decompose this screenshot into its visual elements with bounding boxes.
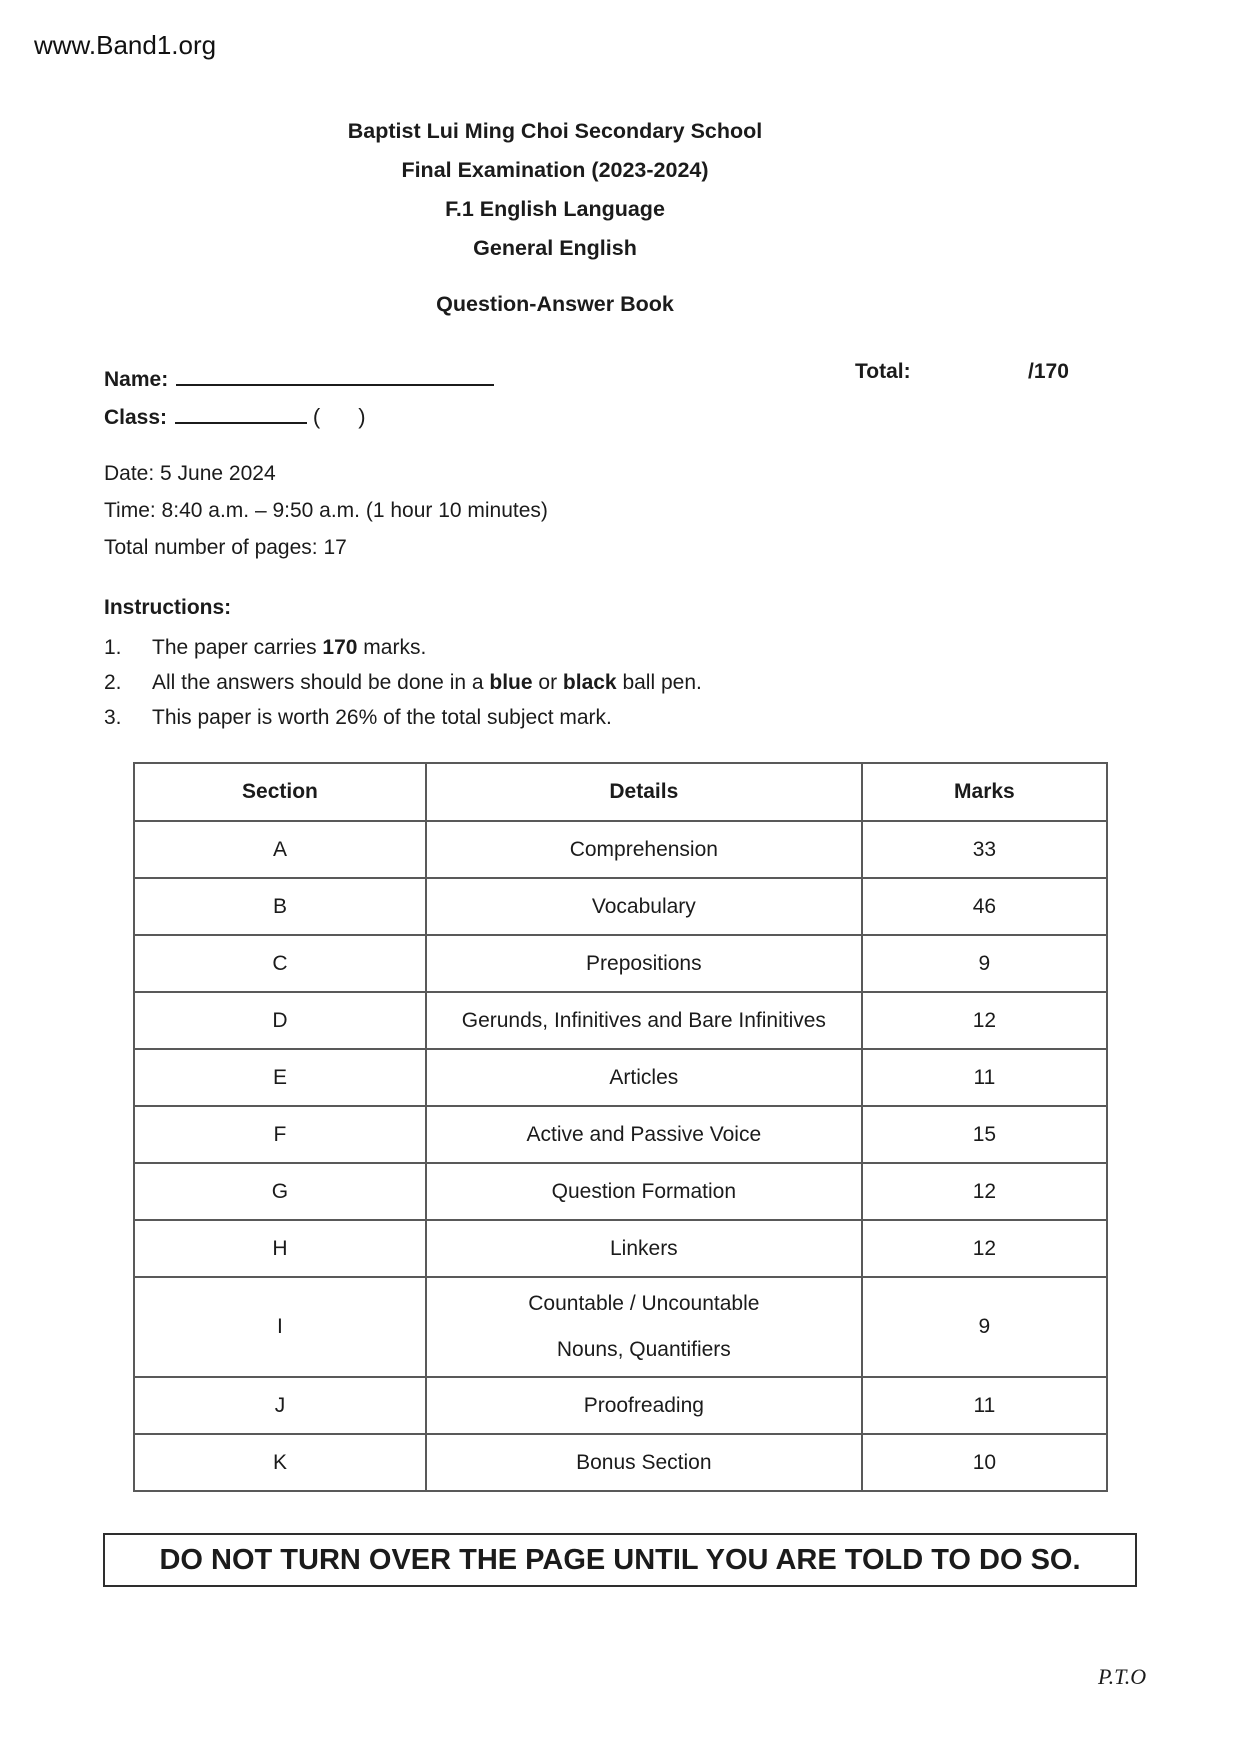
marks-cell: 9 xyxy=(862,935,1107,992)
section-cell: C xyxy=(134,935,426,992)
detail-line: Comprehension xyxy=(569,837,718,861)
section-cell: I xyxy=(134,1277,426,1377)
detail-line: Bonus Section xyxy=(576,1450,712,1474)
exam-pages: Total number of pages: 17 xyxy=(104,536,347,559)
details-cell xyxy=(426,878,862,935)
warning-text: DO NOT TURN OVER THE PAGE UNTIL YOU ARE TOLD TO DO SO. xyxy=(159,1543,1081,1576)
column-header: Section xyxy=(134,763,426,821)
section-cell: E xyxy=(134,1049,426,1106)
details-cell xyxy=(426,821,862,878)
instructions-list xyxy=(104,630,702,735)
pto-note: P.T.O xyxy=(1098,1664,1147,1689)
class-bracket-open: ( xyxy=(312,404,321,429)
table-row xyxy=(134,1106,1107,1163)
table-row xyxy=(134,1377,1107,1434)
marks-cell: 46 xyxy=(862,878,1107,935)
instruction-text: All the answers should be done in a blue or black ball pen. xyxy=(152,671,702,694)
instruction-text: The paper carries 170 marks. xyxy=(152,636,427,659)
detail-line: Vocabulary xyxy=(591,894,696,918)
details-cell xyxy=(426,992,862,1049)
section-cell: B xyxy=(134,878,426,935)
exam-title: Final Examination (2023-2024) xyxy=(401,158,709,182)
detail-line: Proofreading xyxy=(583,1393,704,1417)
total-label: Total: xyxy=(855,360,911,383)
detail-line: Articles xyxy=(609,1065,679,1089)
marks-cell: 12 xyxy=(862,992,1107,1049)
column-header: Details xyxy=(426,763,862,821)
marks-table-body xyxy=(134,821,1107,1491)
class-label: Class: xyxy=(104,406,168,429)
marks-cell: 9 xyxy=(862,1277,1107,1377)
exam-time: Time: 8:40 a.m. – 9:50 a.m. (1 hour 10 minutes) xyxy=(104,499,548,522)
detail-line: Nouns, Quantifiers xyxy=(556,1338,731,1361)
school-name: Baptist Lui Ming Choi Secondary School xyxy=(347,119,763,143)
class-field xyxy=(104,398,366,430)
table-row xyxy=(134,1277,1107,1377)
marks-cell: 11 xyxy=(862,1049,1107,1106)
instruction-item-2 xyxy=(104,665,702,700)
exam-date: Date: 5 June 2024 xyxy=(104,462,276,485)
details-cell xyxy=(426,1277,862,1377)
table-row xyxy=(134,821,1107,878)
name-field xyxy=(104,360,494,392)
detail-line: Countable / Uncountable xyxy=(528,1292,760,1315)
details-cell xyxy=(426,1434,862,1491)
table-row xyxy=(134,935,1107,992)
marks-cell: 11 xyxy=(862,1377,1107,1434)
marks-table xyxy=(133,762,1108,1492)
section-cell: D xyxy=(134,992,426,1049)
instruction-number: 2. xyxy=(104,671,122,694)
details-cell xyxy=(426,1049,862,1106)
section-cell: J xyxy=(134,1377,426,1434)
section-cell: H xyxy=(134,1220,426,1277)
section-cell: F xyxy=(134,1106,426,1163)
class-bracket-close: ) xyxy=(358,404,366,429)
table-row xyxy=(134,1163,1107,1220)
subject-title: F.1 English Language xyxy=(445,197,665,221)
instruction-item-1 xyxy=(104,630,702,665)
table-row xyxy=(134,992,1107,1049)
details-cell xyxy=(426,1220,862,1277)
marks-cell: 33 xyxy=(862,821,1107,878)
details-cell xyxy=(426,1163,862,1220)
detail-line: Gerunds, Infinitives and Bare Infinitives xyxy=(461,1008,826,1032)
table-row xyxy=(134,878,1107,935)
table-row xyxy=(134,1434,1107,1491)
exam-meta-block xyxy=(104,455,548,566)
details-cell xyxy=(426,1106,862,1163)
instruction-number: 3. xyxy=(104,706,122,729)
instructions-heading: Instructions: xyxy=(104,596,232,619)
title-block xyxy=(0,112,1110,324)
name-blank-line xyxy=(176,360,494,386)
instruction-item-3 xyxy=(104,700,702,735)
class-blank-line xyxy=(175,398,307,424)
details-cell xyxy=(426,935,862,992)
marks-cell: 10 xyxy=(862,1434,1107,1491)
table-row xyxy=(134,1049,1107,1106)
detail-line: Question Formation xyxy=(551,1179,737,1203)
instruction-number: 1. xyxy=(104,636,122,659)
marks-cell: 15 xyxy=(862,1106,1107,1163)
detail-line: Prepositions xyxy=(586,951,702,975)
site-watermark: www.Band1.org xyxy=(34,30,217,60)
book-title: Question-Answer Book xyxy=(436,292,674,316)
detail-line: Active and Passive Voice xyxy=(526,1122,762,1146)
name-label: Name: xyxy=(104,368,169,391)
section-cell: A xyxy=(134,821,426,878)
marks-table-head-row xyxy=(134,763,1107,821)
marks-cell: 12 xyxy=(862,1163,1107,1220)
details-cell xyxy=(426,1377,862,1434)
detail-line: Linkers xyxy=(609,1236,678,1260)
paper-title: General English xyxy=(473,236,637,260)
instruction-text: This paper is worth 26% of the total subject mark. xyxy=(152,706,612,729)
warning-box xyxy=(103,1533,1137,1587)
table-row xyxy=(134,1220,1107,1277)
marks-cell: 12 xyxy=(862,1220,1107,1277)
total-value: /170 xyxy=(1028,360,1069,383)
section-cell: G xyxy=(134,1163,426,1220)
column-header: Marks xyxy=(862,763,1107,821)
section-cell: K xyxy=(134,1434,426,1491)
